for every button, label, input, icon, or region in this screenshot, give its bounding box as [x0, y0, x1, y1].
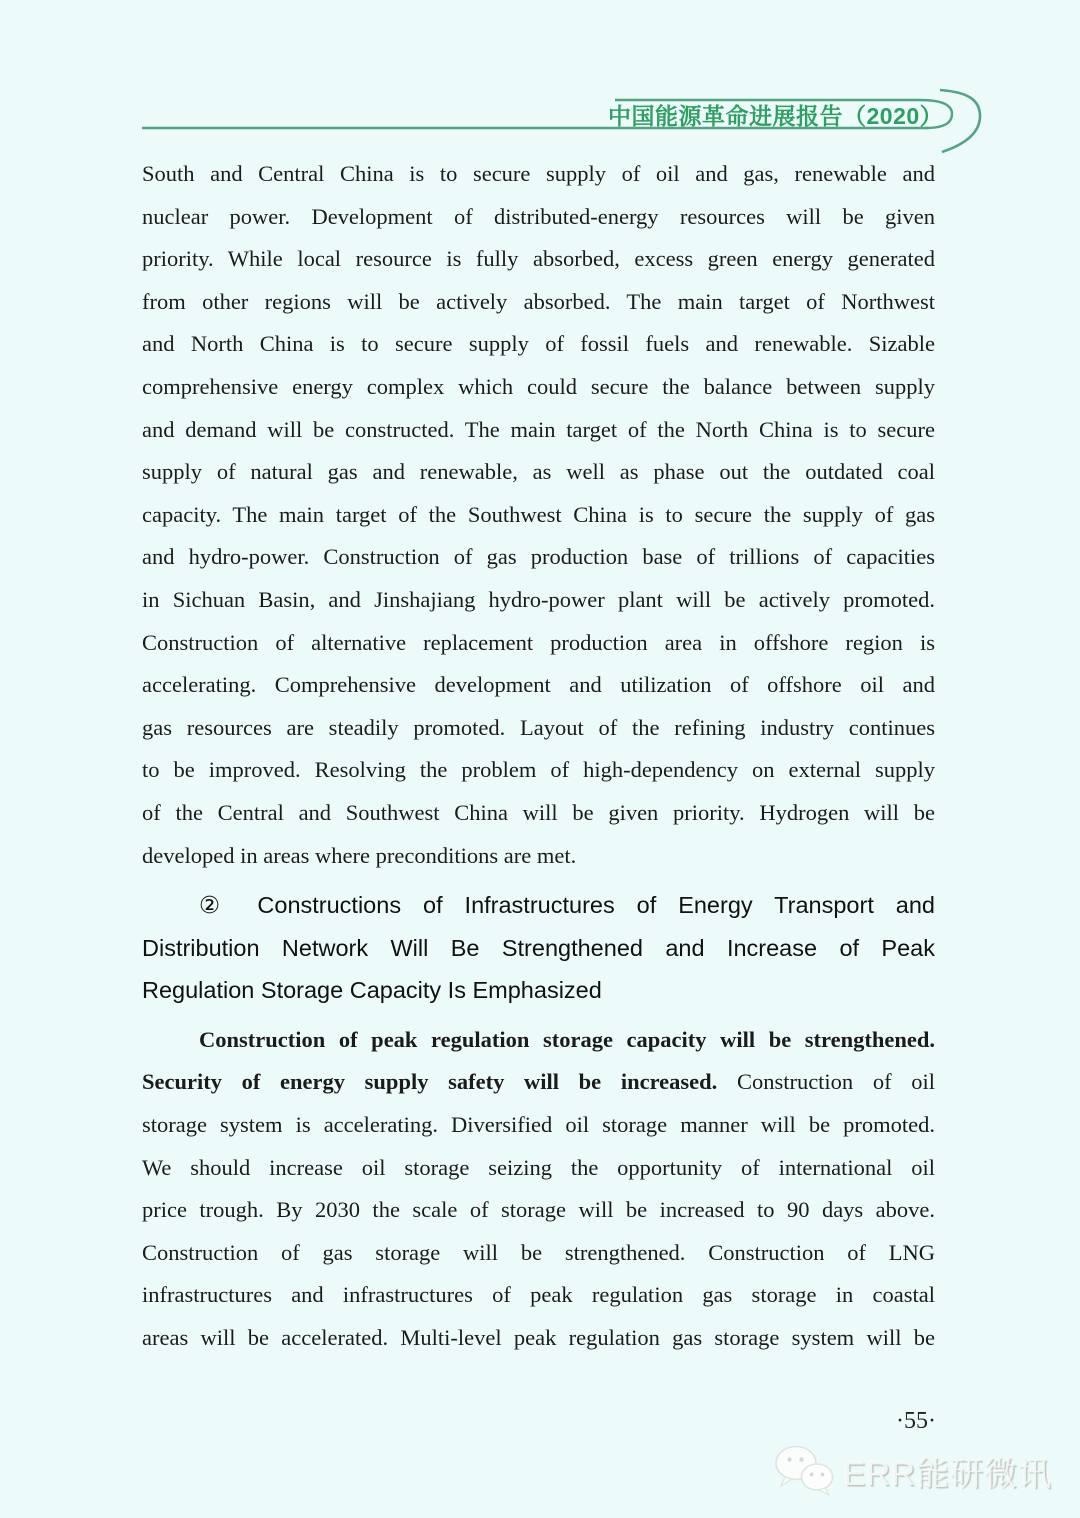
- watermark: [773, 1442, 1052, 1500]
- text-line: Construction of alternative replacement production area in offshore region is: [142, 629, 935, 655]
- text-line: price trough. By 2030 the scale of storage will be increased to 90 days above.: [142, 1197, 935, 1223]
- text-line: to be improved. Resolving the problem of high-dependency on external supply: [142, 757, 935, 783]
- text-line: Construction of gas storage will be strengthened. Construction of LNG: [142, 1239, 935, 1265]
- text-line: Security of energy supply safety will be increased. Construction of oil: [142, 1069, 935, 1095]
- paragraph-peak-regulation-storage: [142, 1019, 935, 1360]
- text-line: Regulation Storage Capacity Is Emphasized: [142, 977, 602, 1004]
- text-line: developed in areas where preconditions are met.: [142, 842, 577, 868]
- watermark-text: ERR能研微讯: [843, 1454, 1052, 1492]
- text-line: from other regions will be actively absorbed. The main target of Northwest: [142, 288, 935, 314]
- text-line: Construction of peak regulation storage capacity will be strengthened.: [199, 1026, 935, 1052]
- text-line: and hydro-power. Construction of gas production base of trillions of capacities: [142, 544, 935, 570]
- text-line: priority. While local resource is fully absorbed, excess green energy generated: [142, 246, 935, 272]
- text-line: in Sichuan Basin, and Jinshajiang hydro-power plant will be actively promoted.: [142, 586, 935, 612]
- wechat-chat-bubbles-icon: [773, 1442, 837, 1500]
- text-line: capacity. The main target of the Southwest China is to secure the supply of gas: [142, 501, 935, 527]
- text-line: and North China is to secure supply of fossil fuels and renewable. Sizable: [142, 331, 935, 357]
- text-line: supply of natural gas and renewable, as well as phase out the outdated coal: [142, 459, 935, 485]
- text-line: comprehensive energy complex which could secure the balance between supply: [142, 373, 935, 399]
- text-line: nuclear power. Development of distributed-energy resources will be given: [142, 203, 935, 229]
- text-line: accelerating. Comprehensive development and utilization of offshore oil and: [142, 672, 935, 698]
- text-line: We should increase oil storage seizing the opportunity of international oil: [142, 1154, 935, 1180]
- text-line: of the Central and Southwest China will be given priority. Hydrogen will be: [142, 799, 935, 825]
- text-line: areas will be accelerated. Multi-level peak regulation gas storage system will be: [142, 1325, 935, 1351]
- text-line: Distribution Network Will Be Strengthened and Increase of Peak: [142, 934, 935, 961]
- text-line: infrastructures and infrastructures of peak regulation gas storage in coastal: [142, 1282, 935, 1308]
- text-line: and demand will be constructed. The main target of the North China is to secure: [142, 416, 935, 442]
- text-block: [142, 153, 935, 1360]
- section-heading-2: [142, 884, 935, 1012]
- paragraph-regional-targets: [142, 153, 935, 877]
- text-line: gas resources are steadily promoted. Layout of the refining industry continues: [142, 714, 935, 740]
- text-line: South and Central China is to secure supply of oil and gas, renewable and: [142, 161, 935, 186]
- text-line: storage system is accelerating. Diversified oil storage manner will be promoted.: [142, 1112, 935, 1138]
- report-header-title: 中国能源革命进展报告（2020）: [608, 103, 944, 129]
- page-number: ·55·: [896, 1408, 936, 1434]
- text-line: ② Constructions of Infrastructures of Energy Transport and: [199, 892, 935, 919]
